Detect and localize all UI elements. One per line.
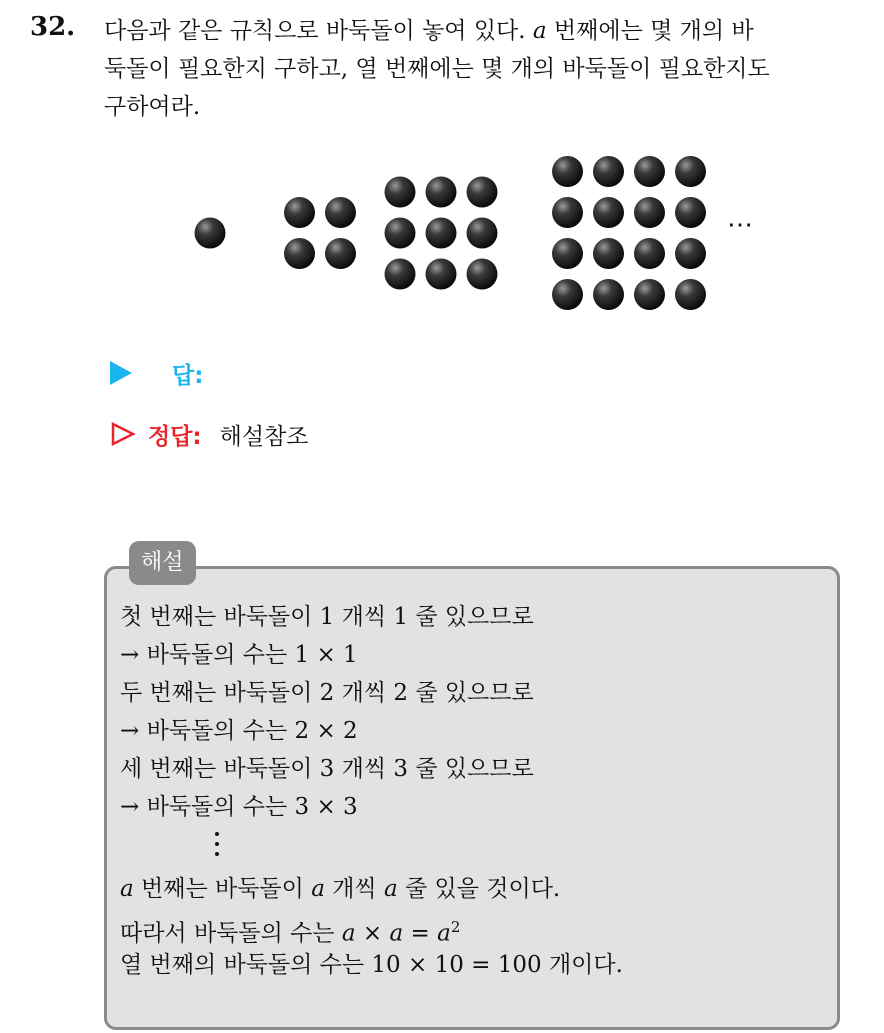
go-stone — [284, 238, 315, 269]
solution-line: → 바둑돌의 수는 3 × 3 — [120, 794, 358, 820]
variable-a: a — [120, 876, 134, 902]
exponent: 2 — [450, 918, 461, 936]
solution-line: 두 번째는 바둑돌이 2 개씩 2 줄 있으므로 — [120, 680, 534, 706]
solution-line: → 바둑돌의 수는 2 × 2 — [120, 718, 358, 744]
solution-body — [120, 598, 830, 984]
go-stone — [325, 238, 356, 269]
solution-text: 따라서 바둑돌의 수는 — [120, 920, 342, 947]
stone-group-1x1 — [195, 218, 226, 249]
variable-a: a — [532, 18, 547, 44]
go-stone — [284, 197, 315, 228]
go-stone — [634, 197, 665, 228]
go-stone — [552, 197, 583, 228]
go-stone — [593, 197, 624, 228]
go-stone — [385, 177, 416, 208]
continuation-ellipsis: ⋯ — [727, 210, 754, 240]
solution-line-general — [120, 870, 830, 908]
go-stone — [675, 238, 706, 269]
solution-text: 줄 있을 것이다. — [397, 876, 561, 902]
formula: a × a = a — [341, 920, 451, 947]
solution-line-result: 열 번째의 바둑돌의 수는 10 × 10 = 100 개이다. — [120, 952, 623, 978]
question-line-1-start: 다음과 같은 규칙으로 바둑돌이 놓여 있다. — [104, 18, 533, 44]
go-stone — [426, 259, 457, 290]
solution-text: 개씩 — [324, 876, 384, 902]
solution-line: 첫 번째는 바둑돌이 1 개씩 1 줄 있으므로 — [120, 604, 534, 630]
solution-text: 번째는 바둑돌이 — [133, 876, 312, 902]
variable-a: a — [383, 876, 398, 902]
go-stone — [552, 279, 583, 310]
go-stone — [325, 197, 356, 228]
go-stone — [467, 259, 498, 290]
go-stone — [634, 156, 665, 187]
go-stone — [467, 218, 498, 249]
go-stone — [426, 218, 457, 249]
go-stone — [675, 156, 706, 187]
question-number: 32. — [30, 12, 76, 42]
go-stone — [675, 279, 706, 310]
correct-answer-value: 해설참조 — [219, 423, 309, 450]
stone-group-4x4 — [552, 156, 706, 310]
stone-group-3x3 — [385, 177, 498, 290]
go-stone — [634, 238, 665, 269]
solution-tab: 해설 — [129, 541, 196, 585]
filled-triangle-icon — [110, 361, 132, 385]
go-stone — [426, 177, 457, 208]
go-stone — [467, 177, 498, 208]
go-stone — [552, 156, 583, 187]
question-line-1 — [104, 12, 864, 50]
outline-triangle-icon — [110, 421, 136, 447]
stone-group-2x2 — [284, 197, 356, 269]
question-line-1-end: 번째에는 몇 개의 바 — [546, 18, 754, 44]
go-stone — [385, 218, 416, 249]
question-line-2: 둑돌이 필요한지 구하고, 열 번째에는 몇 개의 바둑돌이 필요한지도 — [104, 56, 770, 82]
go-stone — [385, 259, 416, 290]
correct-answer-row — [110, 416, 309, 452]
correct-answer-label: 정답: — [148, 423, 202, 450]
question-line-3: 구하여라. — [104, 94, 201, 120]
solution-line: → 바둑돌의 수는 1 × 1 — [120, 642, 358, 668]
go-stone — [593, 279, 624, 310]
solution-line-formula — [120, 908, 830, 946]
solution-line: 세 번째는 바둑돌이 3 개씩 3 줄 있으므로 — [120, 756, 534, 782]
variable-a: a — [311, 876, 325, 902]
answer-label: 답: — [172, 362, 204, 389]
question-text — [104, 12, 864, 126]
go-stone — [675, 197, 706, 228]
go-stone — [593, 238, 624, 269]
answer-row — [110, 355, 203, 391]
go-stone — [634, 279, 665, 310]
vertical-ellipsis — [120, 832, 830, 870]
go-stone — [593, 156, 624, 187]
go-stone — [195, 218, 226, 249]
go-stone — [552, 238, 583, 269]
